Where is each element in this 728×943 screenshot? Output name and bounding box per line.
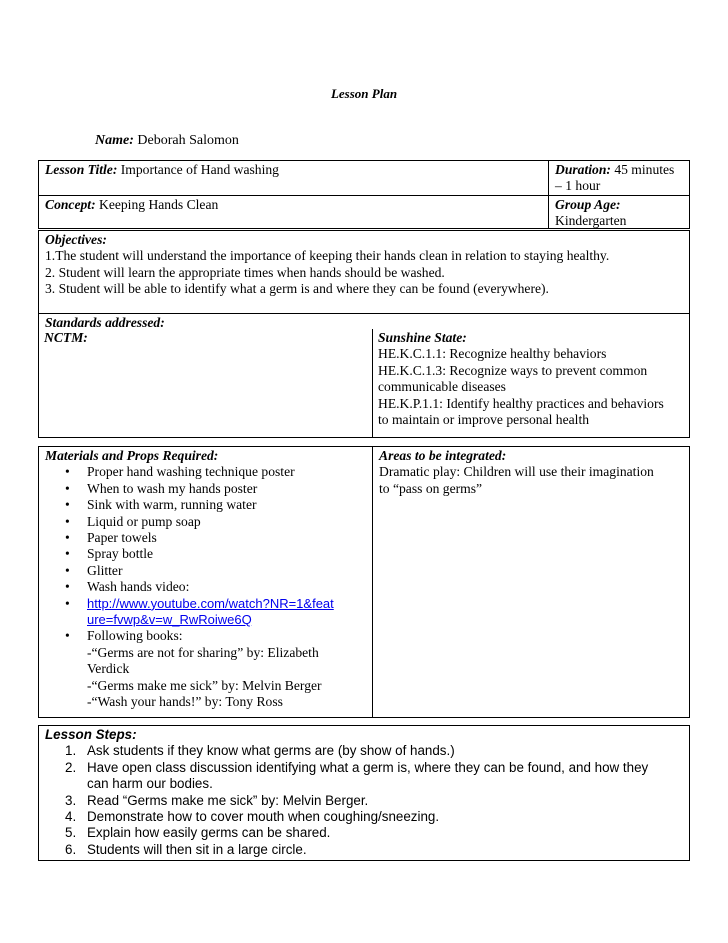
concept-cell xyxy=(38,195,549,229)
page-title: Lesson Plan xyxy=(330,86,398,101)
step-text: Explain how easily germs can be shared. xyxy=(87,825,331,841)
materials-cell xyxy=(38,446,373,718)
materials-item: • When to wash my hands poster xyxy=(87,481,366,497)
step-text: can harm our bodies. xyxy=(87,776,213,792)
duration-value-line2: – 1 hour xyxy=(555,178,601,194)
video-link-line1[interactable]: • http://www.youtube.com/watch?NR=1&feat xyxy=(87,595,334,611)
book-line: Verdick xyxy=(87,661,130,677)
step-item xyxy=(65,759,683,793)
materials-item: • Paper towels xyxy=(87,530,366,546)
materials-label: Materials and Props Required: xyxy=(45,448,219,463)
video-link-item xyxy=(87,596,366,629)
name-value: Deborah Salomon xyxy=(137,133,239,148)
step-number: 1. xyxy=(65,743,77,759)
sunshine-label: Sunshine State: xyxy=(378,330,467,345)
book-line: -“Germs are not for sharing” by: Elizabeth xyxy=(87,644,319,660)
lesson-steps-list xyxy=(45,743,683,858)
sunshine-cell xyxy=(372,329,690,437)
step-text: Demonstrate how to cover mouth when coughing/sneezing. xyxy=(87,809,440,825)
book-line: -“Germs make me sick” by: Melvin Berger xyxy=(87,677,322,693)
step-item xyxy=(65,841,683,858)
step-number: 5. xyxy=(65,825,77,841)
areas-line: Dramatic play: Children will use their imagination xyxy=(379,464,654,480)
objectives-label: Objectives: xyxy=(45,232,107,247)
group-age-value: Kindergarten xyxy=(555,213,627,229)
materials-item: • Sink with warm, running water xyxy=(87,497,366,513)
sunshine-line: HE.K.C.1.3: Recognize ways to prevent common xyxy=(378,362,648,378)
group-age-label: Group Age: xyxy=(555,197,621,212)
objective-item: 2. Student will learn the appropriate times when hands should be washed. xyxy=(45,264,445,280)
lesson-title-cell xyxy=(38,160,549,196)
sunshine-line: to maintain or improve personal health xyxy=(378,412,590,428)
step-text: Students will then sit in a large circle. xyxy=(87,841,307,857)
step-item xyxy=(65,743,683,759)
areas-label: Areas to be integrated: xyxy=(379,448,507,463)
name-label: Name: xyxy=(95,133,134,148)
materials-item: • Liquid or pump soap xyxy=(87,514,366,530)
step-number: 2. xyxy=(65,759,77,775)
step-number: 6. xyxy=(65,841,77,857)
concept-label: Concept: xyxy=(45,197,96,212)
books-item xyxy=(87,628,366,710)
name-line xyxy=(95,133,239,149)
nctm-cell xyxy=(38,329,373,349)
step-item xyxy=(65,809,683,825)
duration-value: 45 minutes xyxy=(614,162,675,177)
sunshine-line: communicable diseases xyxy=(378,379,506,395)
step-item xyxy=(65,792,683,809)
objectives-cell xyxy=(38,230,690,314)
step-text: Read “Germs make me sick” by: Melvin Berger. xyxy=(87,792,369,808)
sunshine-line: HE.K.P.1.1: Identify healthy practices and behaviors xyxy=(378,395,664,411)
step-item xyxy=(65,825,683,841)
materials-item: • Wash hands video: xyxy=(87,579,366,595)
step-number: 4. xyxy=(65,809,77,825)
lesson-steps-cell xyxy=(38,725,690,861)
book-line: -“Wash your hands!” by: Tony Ross xyxy=(87,694,283,710)
materials-item: • Proper hand washing technique poster xyxy=(87,464,366,480)
lesson-title-label: Lesson Title: xyxy=(45,162,118,177)
areas-cell xyxy=(372,446,690,718)
duration-cell xyxy=(548,160,690,196)
books-label: • Following books: xyxy=(87,628,183,644)
nctm-label: NCTM: xyxy=(44,330,88,345)
standards-label: Standards addressed: xyxy=(45,315,165,330)
materials-list xyxy=(45,464,366,710)
video-link-line2[interactable]: ure=fvwp&v=w_RwRoiwe6Q xyxy=(87,612,252,628)
sunshine-line: HE.K.C.1.1: Recognize healthy behaviors xyxy=(378,346,607,362)
step-number: 3. xyxy=(65,792,77,808)
lesson-title-value: Importance of Hand washing xyxy=(120,162,279,177)
objective-item: 3. Student will be able to identify what a germ is and where they can be found (everywhere). xyxy=(45,281,549,297)
areas-line: to “pass on germs” xyxy=(379,480,483,496)
duration-label: Duration: xyxy=(555,162,611,177)
step-text: Ask students if they know what germs are (by show of hands.) xyxy=(87,743,455,759)
group-age-cell xyxy=(548,195,690,229)
materials-item: • Glitter xyxy=(87,563,366,579)
materials-item: • Spray bottle xyxy=(87,546,366,562)
objective-item: 1.The student will understand the importance of keeping their hands clean in relation to staying healthy. xyxy=(45,248,610,264)
lesson-steps-label: Lesson Steps: xyxy=(45,727,137,742)
step-text: Have open class discussion identifying what a germ is, where they can be found, and how they xyxy=(87,759,649,775)
concept-value: Keeping Hands Clean xyxy=(99,197,219,212)
